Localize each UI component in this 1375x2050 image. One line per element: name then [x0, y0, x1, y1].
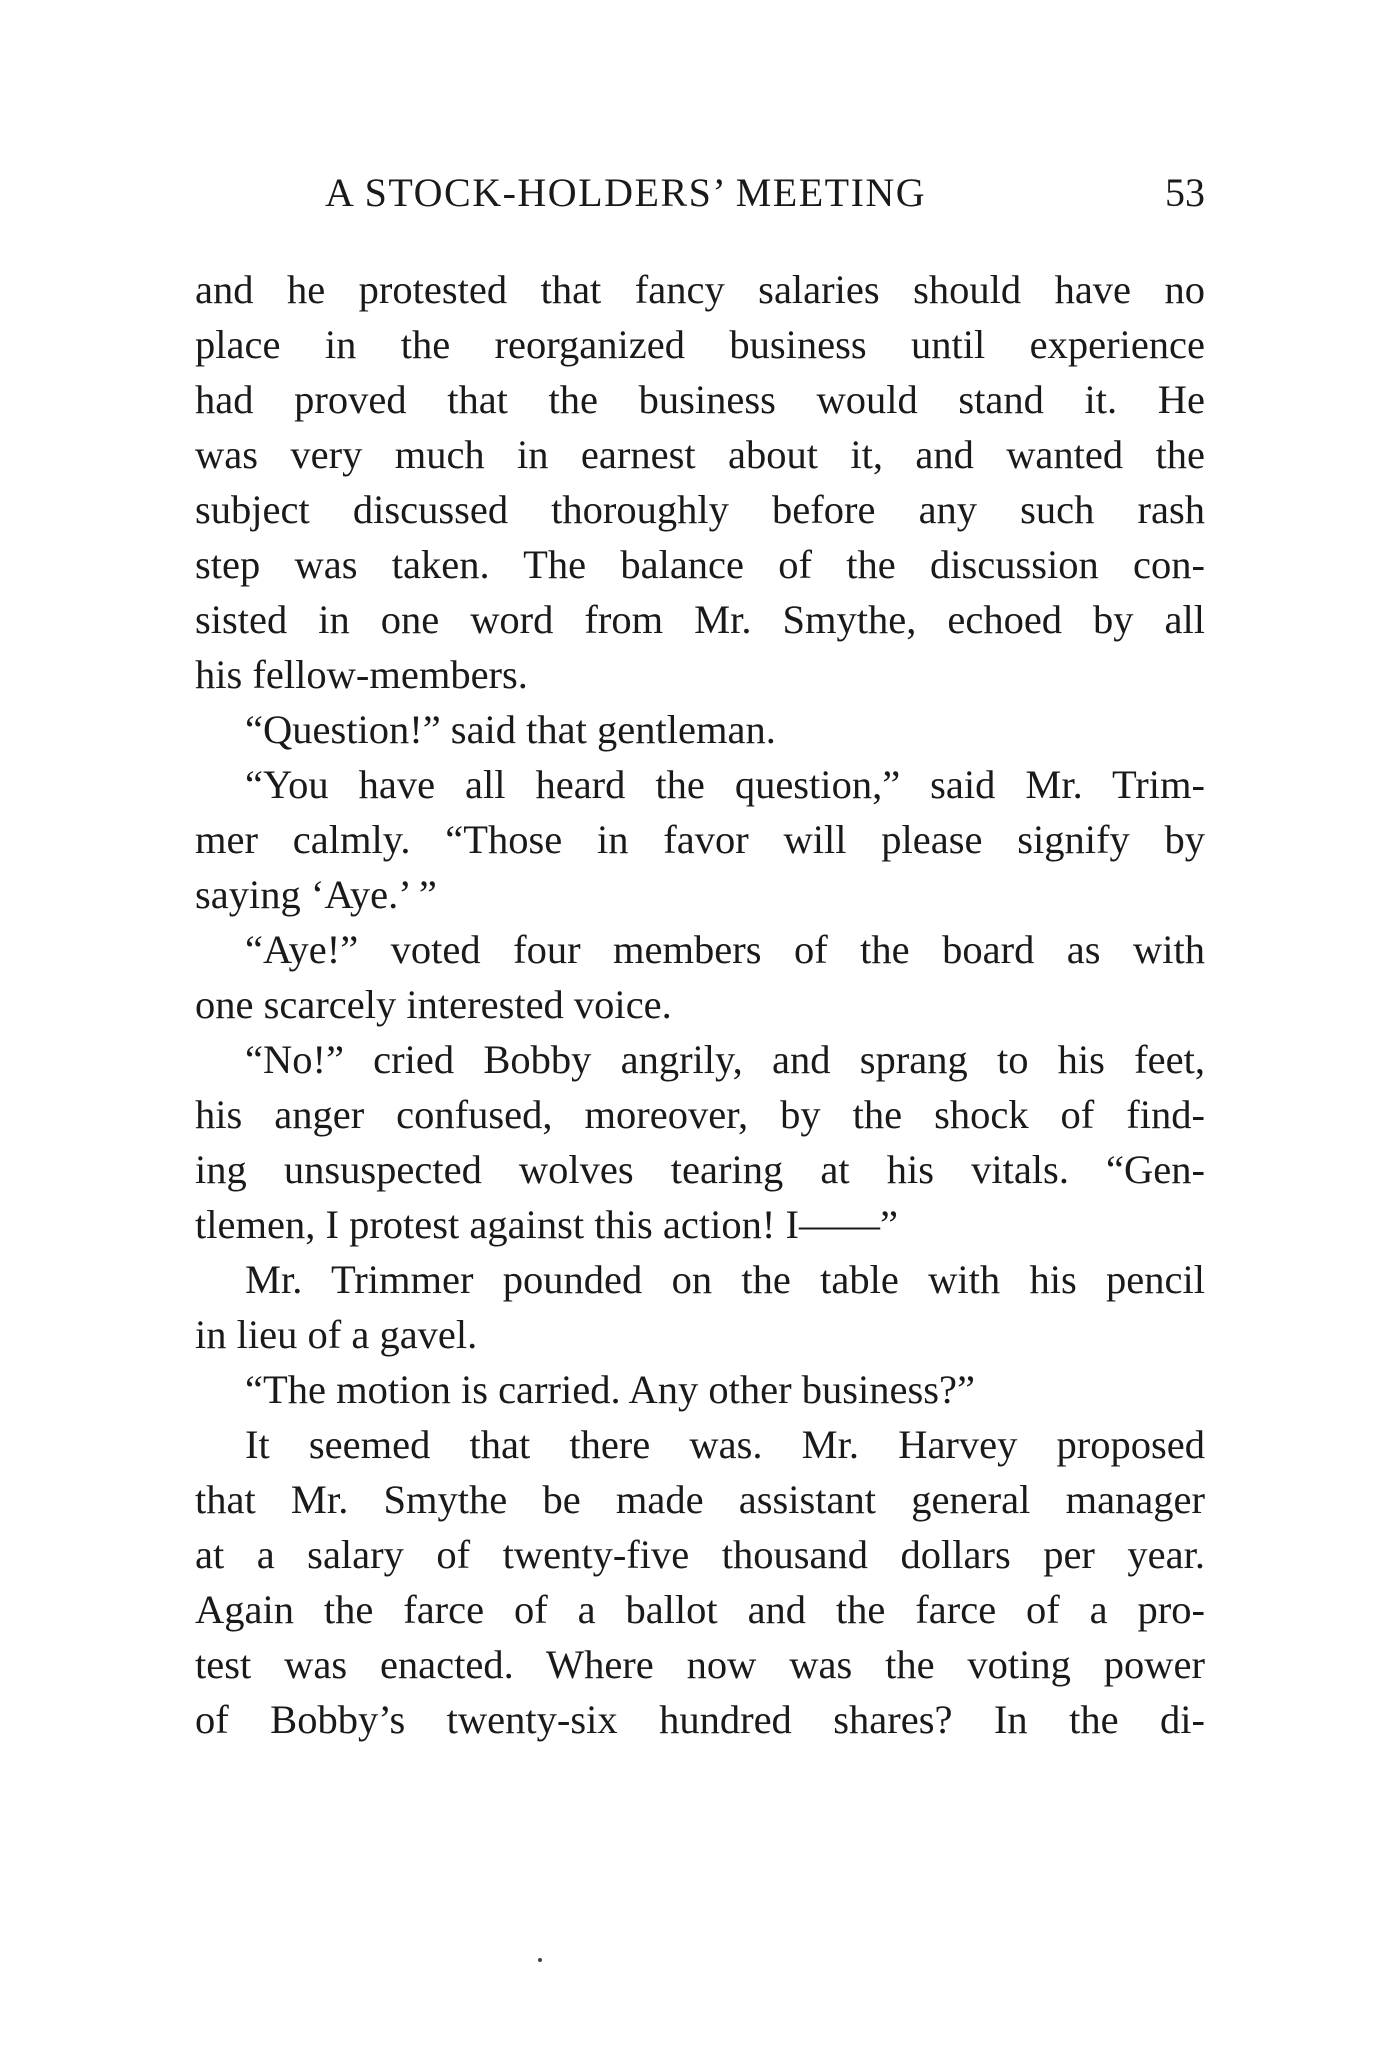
text-line: Again the farce of a ballot and the farce of a pro- — [195, 1587, 1205, 1632]
text-line: “The motion is carried. Any other business?” — [245, 1367, 975, 1412]
print-speck — [538, 1958, 542, 1962]
text-line: subject discussed thoroughly before any such rash — [195, 487, 1205, 532]
text-line: and he protested that fancy salaries should have no — [195, 267, 1205, 312]
text-line: sisted in one word from Mr. Smythe, echoed by all — [195, 597, 1205, 642]
text-line: ing unsuspected wolves tearing at his vitals. “Gen- — [195, 1147, 1205, 1192]
text-line: of Bobby’s twenty-six hundred shares? In the di- — [195, 1697, 1205, 1742]
text-line: test was enacted. Where now was the voting power — [195, 1642, 1205, 1687]
text-line: saying ‘Aye.’ ” — [195, 872, 437, 917]
text-line: Mr. Trimmer pounded on the table with his pencil — [245, 1257, 1205, 1302]
page-header — [195, 165, 1205, 225]
text-line: “Aye!” voted four members of the board as with — [245, 927, 1205, 972]
text-line: one scarcely interested voice. — [195, 982, 672, 1027]
text-line: at a salary of twenty-five thousand dollars per year. — [195, 1532, 1205, 1577]
text-line: his fellow-members. — [195, 652, 528, 697]
text-line: step was taken. The balance of the discussion con- — [195, 542, 1205, 587]
text-line: “No!” cried Bobby angrily, and sprang to his feet, — [245, 1037, 1205, 1082]
text-line: had proved that the business would stand it. He — [195, 377, 1205, 422]
text-line: place in the reorganized business until experience — [195, 322, 1205, 367]
text-line: tlemen, I protest against this action! I——” — [195, 1202, 898, 1247]
text-line: his anger confused, moreover, by the shock of find- — [195, 1092, 1205, 1137]
text-line: It seemed that there was. Mr. Harvey proposed — [245, 1422, 1205, 1467]
text-line: “You have all heard the question,” said Mr. Trim- — [245, 762, 1205, 807]
page-number: 53 — [1165, 170, 1205, 215]
text-line: mer calmly. “Those in favor will please signify by — [195, 817, 1205, 862]
running-title: A STOCK-HOLDERS’ MEETING — [325, 170, 927, 215]
text-line: was very much in earnest about it, and wanted the — [195, 432, 1205, 477]
body-text — [195, 262, 1205, 1747]
text-line: “Question!” said that gentleman. — [245, 707, 776, 752]
text-line: that Mr. Smythe be made assistant general manager — [195, 1477, 1205, 1522]
text-line: in lieu of a gavel. — [195, 1312, 478, 1357]
